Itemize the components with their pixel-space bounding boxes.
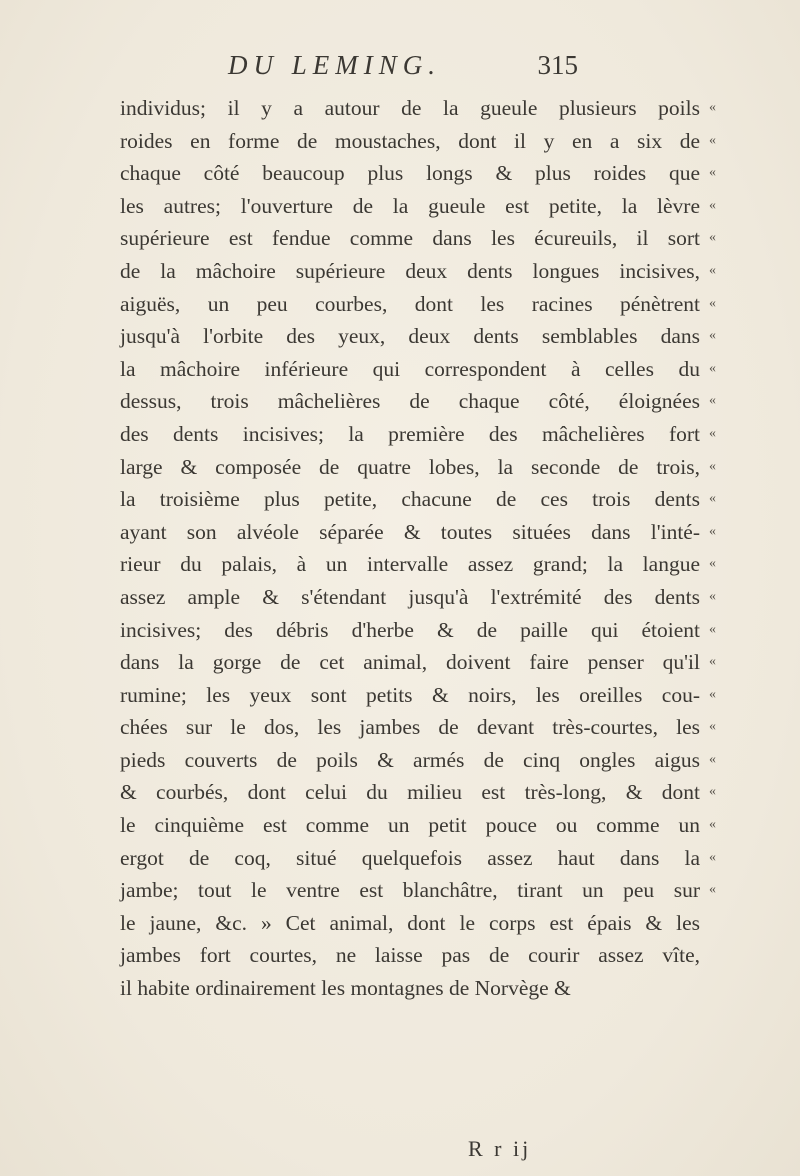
text-line: ayant son alvéole séparée & toutes situées dans l'inté- [120, 519, 700, 544]
quote-mark: « [709, 295, 716, 311]
text-line: aiguës, un peu courbes, dont les racines pénètrent [120, 291, 700, 316]
quote-mark: « [709, 491, 716, 507]
text-line: large & composée de quatre lobes, la seconde de trois, [120, 454, 700, 479]
text-line: supérieure est fendue comme dans les écureuils, il sort [120, 226, 700, 251]
text-line: individus; il y a autour de la gueule plusieurs poils [120, 96, 700, 120]
text-line: assez ample & s'étendant jusqu'à l'extrémité des dents [120, 584, 700, 609]
quote-mark: « [709, 556, 716, 572]
quote-mark: « [709, 165, 716, 181]
quote-mark: « [709, 132, 716, 148]
text-line: rieur du palais, à un intervalle assez grand; la langue [120, 552, 700, 577]
text-line: jusqu'à l'orbite des yeux, deux dents semblables dans [120, 324, 700, 349]
body-text [120, 92, 700, 1005]
text-line: la mâchoire inférieure qui correspondent à celles du [120, 356, 700, 381]
text-line: roides en forme de moustaches, dont il y en a six de [120, 128, 700, 153]
text-line: dans la gorge de cet animal, doivent faire penser qu'il [120, 650, 700, 675]
text-line: jambes fort courtes, ne laisse pas de courir assez vîte, [120, 943, 700, 968]
text-line: ergot de coq, situé quelquefois assez haut dans la [120, 845, 700, 870]
text-line: chaque côté beaucoup plus longs & plus roides que [120, 161, 700, 186]
signature-mark: R r ij [468, 1136, 532, 1161]
running-head: DU LEMING. [228, 50, 441, 80]
quote-mark: « [709, 393, 716, 409]
quote-mark: « [709, 100, 716, 115]
text-line: la troisième plus petite, chacune de ces trois dents [120, 487, 700, 512]
text-line: des dents incisives; la première des mâchelières fort [120, 421, 700, 446]
quote-mark: « [709, 654, 716, 670]
text-line: le cinquième est comme un petit pouce ou comme un [120, 813, 700, 838]
quote-mark: « [709, 262, 716, 278]
quote-mark: « [709, 458, 716, 474]
text-line: & courbés, dont celui du milieu est très-long, & dont [120, 780, 700, 805]
quotation-marks-column [709, 92, 739, 907]
quote-mark: « [709, 230, 716, 246]
quote-mark: « [709, 360, 716, 376]
quote-mark: « [709, 523, 716, 539]
quote-mark: « [709, 719, 716, 735]
quote-mark: « [709, 621, 716, 637]
text-line: les autres; l'ouverture de la gueule est petite, la lèvre [120, 193, 700, 218]
quote-mark: « [709, 197, 716, 213]
quote-mark: « [709, 686, 716, 702]
page-number: 315 [537, 50, 578, 80]
text-line: de la mâchoire supérieure deux dents longues incisives, [120, 258, 700, 283]
page-header [228, 50, 578, 90]
quote-mark: « [709, 328, 716, 344]
quote-mark: « [709, 784, 716, 800]
quote-mark: « [709, 817, 716, 833]
quote-mark: « [709, 588, 716, 604]
text-line: il habite ordinairement les montagnes de Norvège & [120, 976, 571, 1001]
text-line: pieds couverts de poils & armés de cinq ongles aigus [120, 747, 700, 772]
text-line: chées sur le dos, les jambes de devant très-courtes, les [120, 715, 700, 740]
text-line: le jaune, &c. » Cet animal, dont le corps est épais & les [120, 910, 700, 935]
quote-mark: « [709, 882, 716, 898]
quote-mark: « [709, 425, 716, 441]
text-line: jambe; tout le ventre est blanchâtre, tirant un peu sur [120, 878, 700, 903]
text-line: incisives; des débris d'herbe & de paille qui étoient [120, 617, 700, 642]
quote-mark: « [709, 849, 716, 865]
quote-mark: « [709, 751, 716, 767]
text-line: dessus, trois mâchelières de chaque côté, éloignées [120, 389, 700, 414]
text-line: rumine; les yeux sont petits & noirs, les oreilles cou- [120, 682, 700, 707]
